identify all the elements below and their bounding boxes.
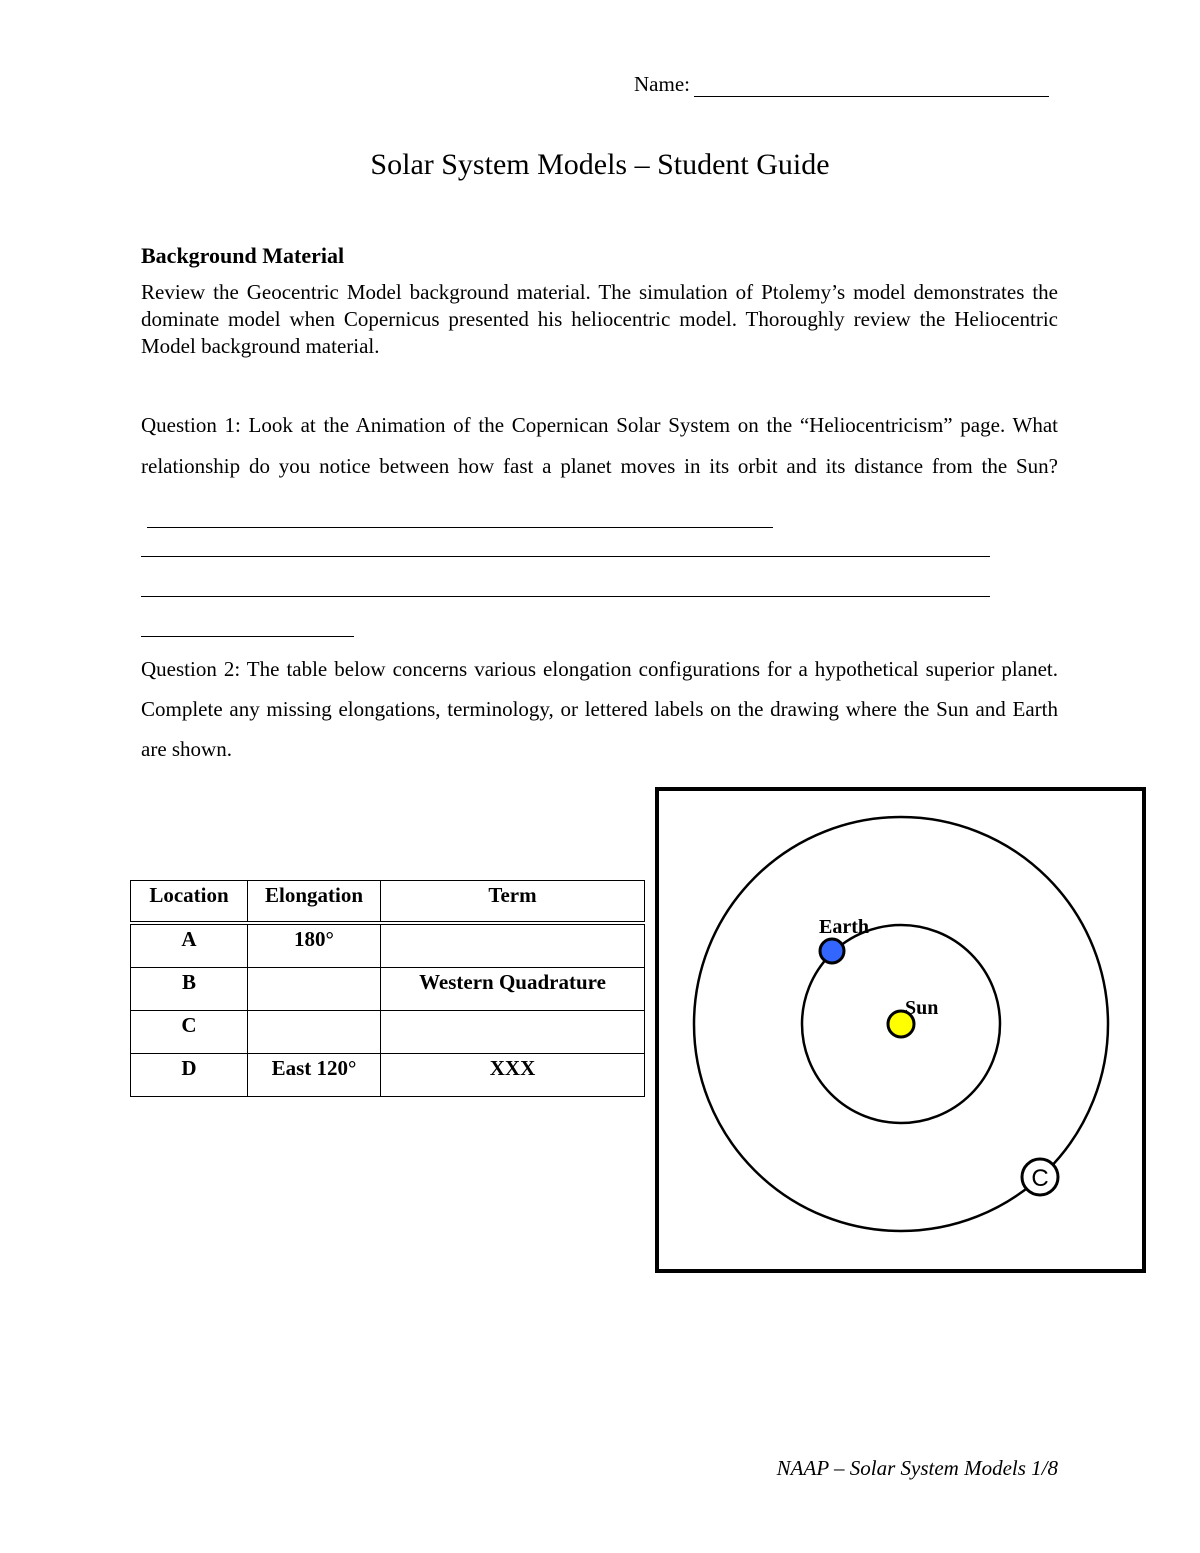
table-row	[131, 923, 645, 968]
background-paragraph: Review the Geocentric Model background material. The simulation of Ptolemy’s model demonstrates the dominate model when Copernicus presented his heliocentric model. Thoroughly review the Heliocentric Model background material.	[141, 280, 1058, 358]
term-cell: Western Quadrature	[381, 968, 645, 1011]
table-row	[131, 1054, 645, 1097]
earth-label: Earth	[819, 916, 869, 938]
page-footer: NAAP – Solar System Models 1/8	[776, 1456, 1058, 1480]
elongation-cell[interactable]	[248, 968, 381, 1011]
term-cell[interactable]	[381, 923, 645, 968]
background-heading: Background Material	[141, 243, 345, 268]
elongation-cell: 180°	[248, 923, 381, 968]
term-cell[interactable]	[381, 1011, 645, 1054]
name-blank-line[interactable]	[694, 74, 1049, 97]
question-1	[141, 405, 1058, 528]
elongation-cell: East 120°	[248, 1054, 381, 1097]
name-field	[634, 72, 1049, 97]
header-elongation: Elongation	[248, 881, 381, 924]
page-title: Solar System Models – Student Guide	[370, 148, 830, 181]
answer-1-line[interactable]	[141, 636, 354, 637]
table-row	[131, 1011, 645, 1054]
planet-c-label: C	[1031, 1165, 1049, 1192]
question-1-text: Question 1: Look at the Animation of the Copernican Solar System on the “Heliocentricism” page. What relationship do you notice between how fast a planet moves in its orbit and its distance from the Sun?	[141, 413, 1058, 478]
location-cell: C	[131, 1011, 248, 1054]
term-cell: XXX	[381, 1054, 645, 1097]
header-location: Location	[131, 881, 248, 924]
header-term: Term	[381, 881, 645, 924]
elongation-table	[130, 880, 645, 1097]
orbit-diagram	[655, 787, 1146, 1273]
table-row	[131, 968, 645, 1011]
question-2: Question 2: The table below concerns various elongation configurations for a hypothetical superior planet. Complete any missing elongations, terminology, or lettered labels on the drawing where the Sun and Earth are shown.	[141, 657, 1058, 761]
answer-1-line[interactable]	[141, 556, 990, 557]
elongation-cell[interactable]	[248, 1011, 381, 1054]
table-header-row	[131, 881, 645, 924]
sun-label: Sun	[905, 997, 939, 1019]
earth-icon	[820, 939, 844, 963]
name-label: Name:	[634, 72, 690, 96]
location-cell: A	[131, 923, 248, 968]
answer-1-line[interactable]	[141, 596, 990, 597]
location-cell: D	[131, 1054, 248, 1097]
location-cell: B	[131, 968, 248, 1011]
answer-1-blank[interactable]	[147, 501, 773, 528]
